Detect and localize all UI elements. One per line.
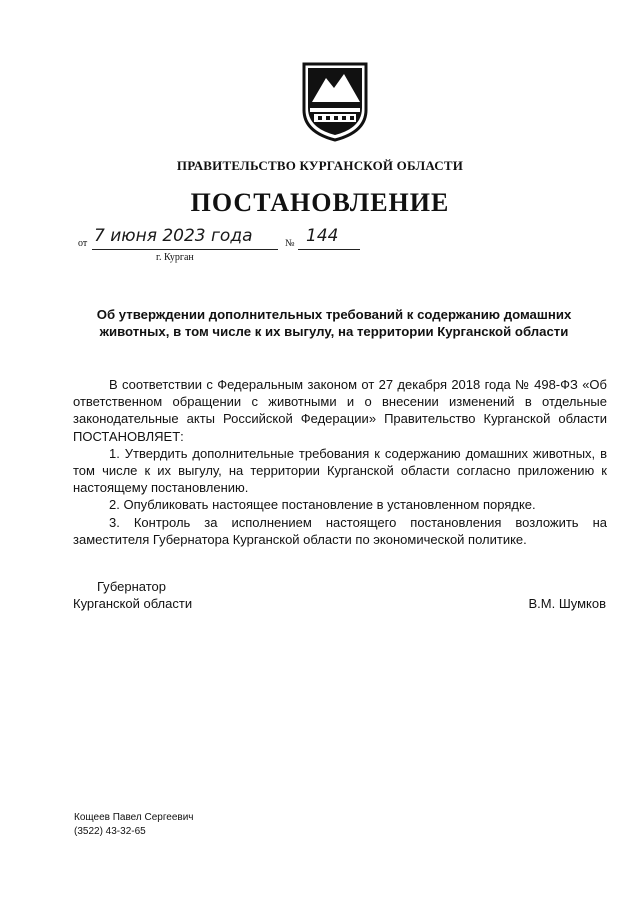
date-handwritten: 7 июня 2023 года [94, 226, 253, 246]
document-type-heading: ПОСТАНОВЛЕНИЕ [190, 188, 450, 217]
executor-name: Кощеев Павел Сергеевич [74, 812, 194, 823]
document-subject [74, 306, 594, 340]
date-from-label: от [78, 238, 88, 249]
number-underline [298, 249, 360, 250]
date-number-line [78, 226, 378, 272]
signatory-title [73, 578, 192, 612]
government-title: ПРАВИТЕЛЬСТВО КУРГАНСКОЙ ОБЛАСТИ [176, 158, 464, 173]
executor-phone: (3522) 43-32-65 [74, 826, 146, 837]
signatory-name: В.М. Шумков [528, 596, 606, 611]
coat-of-arms-emblem [298, 62, 372, 142]
signatory-title-line-1: Губернатор [97, 579, 166, 594]
item-3-paragraph: 3. Контроль за исполнением настоящего постановления возложить на заместителя Губернатора Курганской области по экономической политике. [73, 514, 607, 547]
item-2-paragraph: 2. Опубликовать настоящее постановление в установленном порядке. [109, 497, 536, 513]
preamble-paragraph: В соответствии с Федеральным законом от 27 декабря 2018 года № 498-ФЗ «Об ответственном обращении с животными и о внесении изменений в отдельные законодательные акты Российской Федерации» Правительство Курганской области ПОСТАНОВЛЯЕТ: [73, 377, 607, 444]
signatory-title-line-2: Курганской области [73, 596, 193, 611]
document-body [73, 376, 607, 548]
item-1-paragraph: 1. Утвердить дополнительные требования к содержанию домашних животных, в том числе к их выгулу, на территории Курганской области согласно приложению к настоящему постановлению. [73, 445, 607, 496]
date-underline [92, 249, 278, 250]
executor-contact [74, 811, 194, 839]
subject-line-2: животных, в том числе к их выгулу, на территории Курганской области [99, 324, 569, 339]
city-label: г. Курган [156, 252, 194, 263]
subject-line-1: Об утверждении дополнительных требований к содержанию домашних [96, 307, 572, 322]
number-handwritten: 144 [306, 226, 339, 246]
number-label: № [285, 238, 295, 249]
coat-of-arms-icon [298, 62, 372, 142]
